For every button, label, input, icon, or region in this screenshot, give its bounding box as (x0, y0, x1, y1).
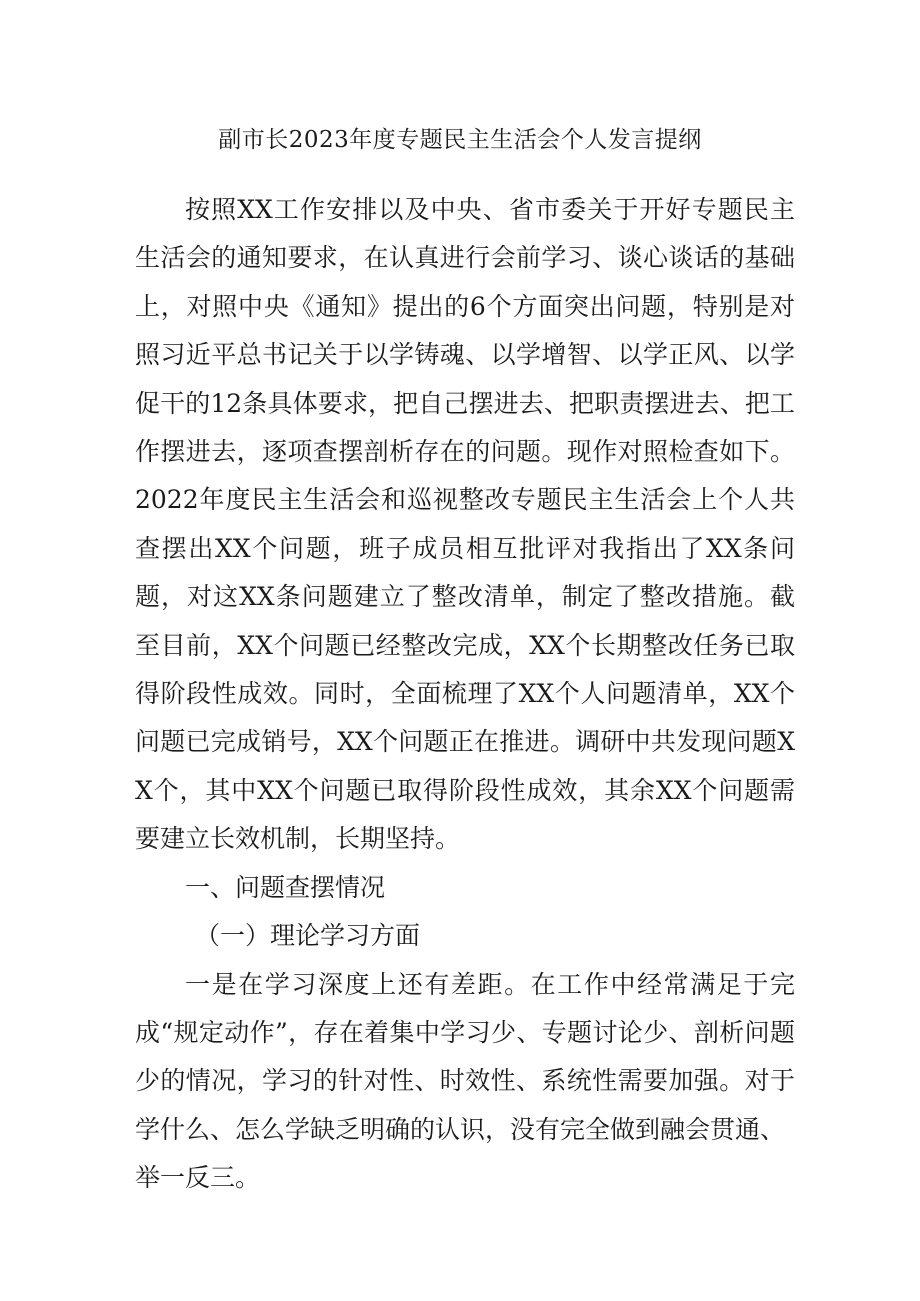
point-one-paragraph: 一是在学习深度上还有差距。在工作中经常满足于完成“规定动作”，存在着集中学习少、专题讨论少、剖析问题少的情况，学习的针对性、时效性、系统性需要加强。对于学什么、怎么学缺乏明确的认识，没有完全做到融会贯通、 (135, 969, 795, 1144)
subsection-heading: （一）理论学习方面 (195, 921, 421, 951)
document-title: 副市长2023年度专题民主生活会个人发言提纲 (218, 127, 702, 153)
point-one-tail: 举一反三。 (135, 1163, 261, 1193)
section-heading: 一、问题查摆情况 (185, 872, 386, 902)
intro-paragraph: 按照XX工作安排以及中央、省市委关于开好专题民主生活会的通知要求，在认真进行会前学习、谈心谈话的基础上，对照中央《通知》提出的6个方面突出问题，特别是对照习近平总书记关于以学铸魂、以学增智、以学正风、以学促干的12条具体要求，把自己摆进去、把职责摆进去、把工作摆进去，逐项查摆剖析存在的问题。现作对照检查如下。2022年度民主生活会和巡视整改专题民主生活会上个人共查摆出XX个问题，班子成员相互批评对我指出了XX条问题，对这XX条问题建立了整改清单，制定了整改措施。截至目前，XX个问题已经整改完成，XX个长期整改任务已取得阶段性成效。同时，全面梳理了XX个人问题清单，XX个问题已完成销号，XX个问题正在推进。调研中共发现问题XX个，其中XX个问题已取得阶段性成效，其余XX个问题需要建立长效机制，长期坚持。 (135, 195, 795, 854)
document-body (135, 186, 795, 1203)
